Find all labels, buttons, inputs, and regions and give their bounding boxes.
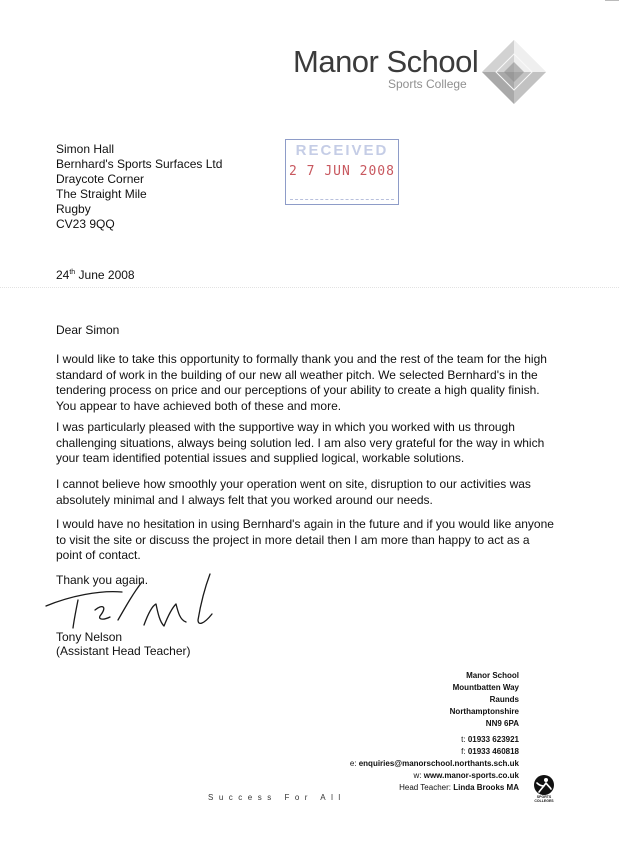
recipient-line: Rugby xyxy=(56,202,91,216)
scan-edge-mark xyxy=(605,0,619,2)
website-label: w: xyxy=(413,771,422,780)
letter-date xyxy=(56,268,135,282)
fax-line xyxy=(350,746,519,758)
telephone-label: t: xyxy=(461,735,466,744)
head-teacher-name: Linda Brooks MA xyxy=(453,783,519,792)
school-subtitle: Sports College xyxy=(388,77,467,91)
address-line: Raunds xyxy=(489,695,519,704)
school-contact xyxy=(350,734,519,794)
body-paragraph: I would have no hesitation in using Bernhard's again in the future and if you would like anyone to visit the site or discuss the project in more detail then I am more than happy to act as a point of contact. xyxy=(56,517,554,562)
recipient-line: CV23 9QQ xyxy=(56,217,115,231)
address-line: Mountbatten Way xyxy=(452,683,519,692)
stamp-label: RECEIVED xyxy=(295,142,389,159)
body-paragraph: I was particularly pleased with the supportive way in which you worked with us through challenging situations, always being solution led. I am also very grateful for the way in which your team identified potential issues and supplied logical, workable solutions. xyxy=(56,420,545,465)
address-line: Manor School xyxy=(466,671,519,680)
head-teacher-label: Head Teacher: xyxy=(399,783,451,792)
stamp-divider xyxy=(290,199,394,200)
address-line: NN9 6PA xyxy=(485,719,519,728)
website-url: www.manor-sports.co.uk xyxy=(423,771,519,780)
website-line xyxy=(350,770,519,782)
diamond-pyramid-logo-icon xyxy=(482,40,546,104)
address-line: Northamptonshire xyxy=(449,707,519,716)
recipient-line: Simon Hall xyxy=(56,142,115,156)
recipient-address xyxy=(56,142,222,232)
body-paragraph: I cannot believe how smoothly your operation went on site, disruption to our activities was absolutely minimal and I always felt that you worked around our needs. xyxy=(56,477,531,507)
salutation: Dear Simon xyxy=(56,323,120,337)
school-address xyxy=(450,670,519,730)
email-label: e: xyxy=(349,759,357,768)
handwritten-signature xyxy=(40,570,230,635)
date-suffix: th xyxy=(69,269,76,276)
email-line xyxy=(350,758,519,770)
stamp-date: 2 7 JUN 2008 xyxy=(289,164,395,179)
telephone-line xyxy=(350,734,519,746)
school-name: Manor School xyxy=(293,44,479,79)
head-teacher-line xyxy=(350,782,519,794)
signer-title: (Assistant Head Teacher) xyxy=(56,644,191,658)
date-rest: June 2008 xyxy=(75,268,135,282)
fax-number: 01933 460818 xyxy=(467,747,519,756)
sports-college-badge-text xyxy=(531,795,557,803)
fax-label: f: xyxy=(461,747,466,756)
recipient-line: Bernhard's Sports Surfaces Ltd xyxy=(56,157,223,171)
recipient-line: Draycote Corner xyxy=(56,172,145,186)
received-stamp xyxy=(285,139,399,205)
badge-line: SPORTS xyxy=(536,795,552,799)
signer-name: Tony Nelson xyxy=(56,630,123,644)
closing-line: Thank you again. xyxy=(56,573,149,587)
telephone-number: 01933 623921 xyxy=(467,735,519,744)
school-motto: Success For All xyxy=(208,793,346,802)
body-paragraph: I would like to take this opportunity to formally thank you and the rest of the team for the high standard of work in the building of our new all weather pitch. We selected Bernhard's in the tendering process on price and our perceptions of your ability to create a high quality finish. You appear to have achieved both of these and more. xyxy=(56,352,547,413)
date-day: 24 xyxy=(56,268,70,282)
email-address: enquiries@manorschool.northants.sch.uk xyxy=(358,759,519,768)
recipient-line: The Straight Mile xyxy=(56,187,147,201)
badge-line: COLLEGES xyxy=(534,799,554,803)
scan-fold-line xyxy=(0,287,619,288)
